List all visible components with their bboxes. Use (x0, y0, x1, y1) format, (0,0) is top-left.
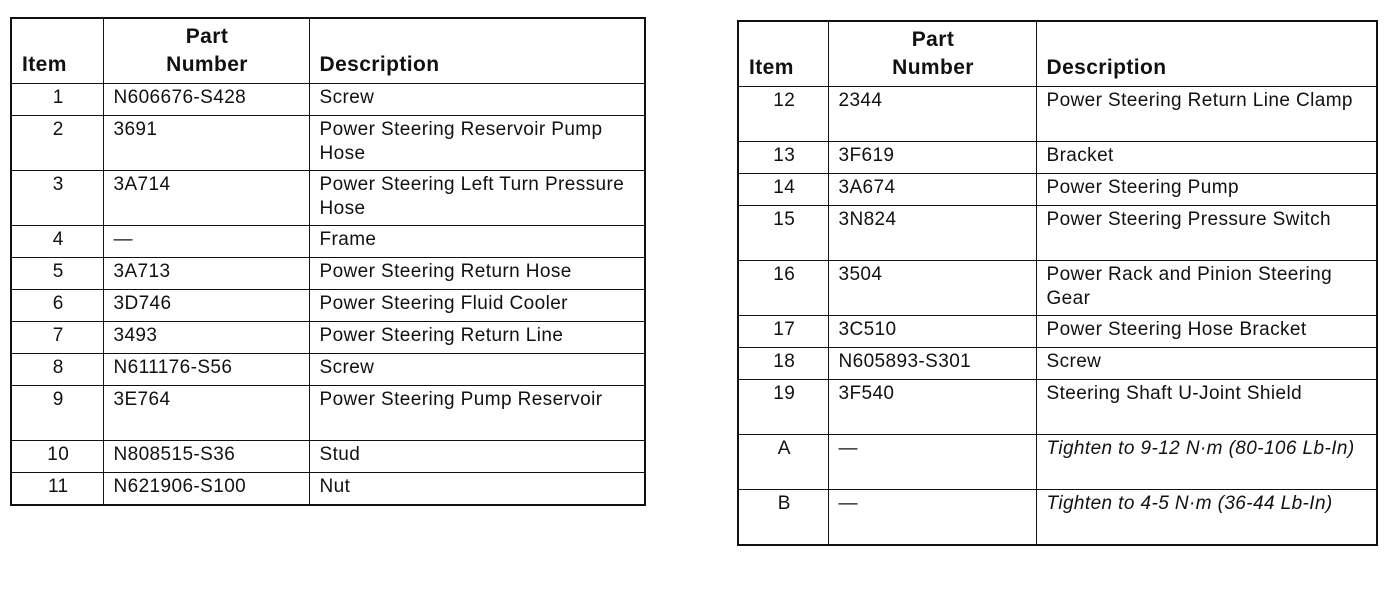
part-number-cell: — (828, 435, 1036, 490)
table-body-right (738, 87, 1377, 546)
table-header-row (738, 21, 1377, 87)
description-cell: Steering Shaft U-Joint Shield (1036, 380, 1377, 435)
item-cell: B (738, 490, 828, 546)
part-number-cell: N808515-S36 (103, 441, 309, 473)
part-number-cell: 3A714 (103, 171, 309, 226)
part-number-cell: 3493 (103, 322, 309, 354)
table-row (738, 142, 1377, 174)
description-cell: Power Steering Fluid Cooler (309, 290, 645, 322)
table-row (738, 380, 1377, 435)
table-row (738, 261, 1377, 316)
description-cell: Power Steering Pump (1036, 174, 1377, 206)
table-row (738, 490, 1377, 546)
part-number-cell: 3A713 (103, 258, 309, 290)
description-cell: Power Steering Return Line Clamp (1036, 87, 1377, 142)
table-row (11, 116, 645, 171)
description-cell: Nut (309, 473, 645, 506)
item-cell: 6 (11, 290, 103, 322)
header-description: Description (309, 18, 645, 84)
part-number-cell: 3E764 (103, 386, 309, 441)
item-cell: 1 (11, 84, 103, 116)
table-header-row (11, 18, 645, 84)
table-row (11, 441, 645, 473)
table-row (11, 226, 645, 258)
part-number-cell: N611176-S56 (103, 354, 309, 386)
part-number-cell: 3C510 (828, 316, 1036, 348)
header-part-line2: Number (892, 56, 974, 79)
description-cell: Tighten to 9-12 N·m (80-106 Lb-In) (1036, 435, 1377, 490)
part-number-cell: 3504 (828, 261, 1036, 316)
item-cell: 18 (738, 348, 828, 380)
table-row (11, 171, 645, 226)
part-number-cell: N605893-S301 (828, 348, 1036, 380)
table-row (11, 354, 645, 386)
parts-table-left (10, 17, 646, 506)
description-cell: Stud (309, 441, 645, 473)
description-cell: Screw (309, 354, 645, 386)
description-cell: Power Rack and Pinion Steering Gear (1036, 261, 1377, 316)
table-row (11, 84, 645, 116)
part-number-cell: 2344 (828, 87, 1036, 142)
part-number-cell: 3N824 (828, 206, 1036, 261)
item-cell: 5 (11, 258, 103, 290)
table-row (738, 316, 1377, 348)
item-cell: 3 (11, 171, 103, 226)
item-cell: 12 (738, 87, 828, 142)
item-cell: 11 (11, 473, 103, 506)
header-description: Description (1036, 21, 1377, 87)
part-number-cell: 3F619 (828, 142, 1036, 174)
item-cell: A (738, 435, 828, 490)
description-cell: Frame (309, 226, 645, 258)
header-part-number (828, 21, 1036, 87)
table-row (738, 435, 1377, 490)
table-row (738, 348, 1377, 380)
item-cell: 4 (11, 226, 103, 258)
description-cell: Screw (1036, 348, 1377, 380)
item-cell: 7 (11, 322, 103, 354)
description-cell: Power Steering Return Hose (309, 258, 645, 290)
table-body-left (11, 84, 645, 506)
parts-table-right (737, 20, 1378, 546)
item-cell: 9 (11, 386, 103, 441)
item-cell: 13 (738, 142, 828, 174)
description-cell: Screw (309, 84, 645, 116)
item-cell: 19 (738, 380, 828, 435)
item-cell: 16 (738, 261, 828, 316)
table-row (11, 258, 645, 290)
description-cell: Power Steering Hose Bracket (1036, 316, 1377, 348)
header-item: Item (11, 18, 103, 84)
part-number-cell: 3D746 (103, 290, 309, 322)
table-row (738, 87, 1377, 142)
part-number-cell: 3A674 (828, 174, 1036, 206)
description-cell: Power Steering Pump Reservoir (309, 386, 645, 441)
table-row (11, 322, 645, 354)
description-cell: Power Steering Reservoir Pump Hose (309, 116, 645, 171)
header-item: Item (738, 21, 828, 87)
item-cell: 15 (738, 206, 828, 261)
table-row (738, 206, 1377, 261)
item-cell: 2 (11, 116, 103, 171)
header-part-line1: Part (185, 25, 229, 48)
part-number-cell: — (828, 490, 1036, 546)
part-number-cell: N606676-S428 (103, 84, 309, 116)
table-row (11, 386, 645, 441)
item-cell: 8 (11, 354, 103, 386)
table-row (11, 473, 645, 506)
description-cell: Power Steering Left Turn Pressure Hose (309, 171, 645, 226)
header-part-line1: Part (911, 28, 955, 51)
item-cell: 14 (738, 174, 828, 206)
header-part-line2: Number (166, 53, 248, 76)
part-number-cell: N621906-S100 (103, 473, 309, 506)
description-cell: Bracket (1036, 142, 1377, 174)
description-cell: Tighten to 4-5 N·m (36-44 Lb-In) (1036, 490, 1377, 546)
item-cell: 17 (738, 316, 828, 348)
part-number-cell: 3F540 (828, 380, 1036, 435)
part-number-cell: 3691 (103, 116, 309, 171)
description-cell: Power Steering Pressure Switch (1036, 206, 1377, 261)
header-part-number (103, 18, 309, 84)
description-cell: Power Steering Return Line (309, 322, 645, 354)
item-cell: 10 (11, 441, 103, 473)
table-row (738, 174, 1377, 206)
table-row (11, 290, 645, 322)
part-number-cell: — (103, 226, 309, 258)
